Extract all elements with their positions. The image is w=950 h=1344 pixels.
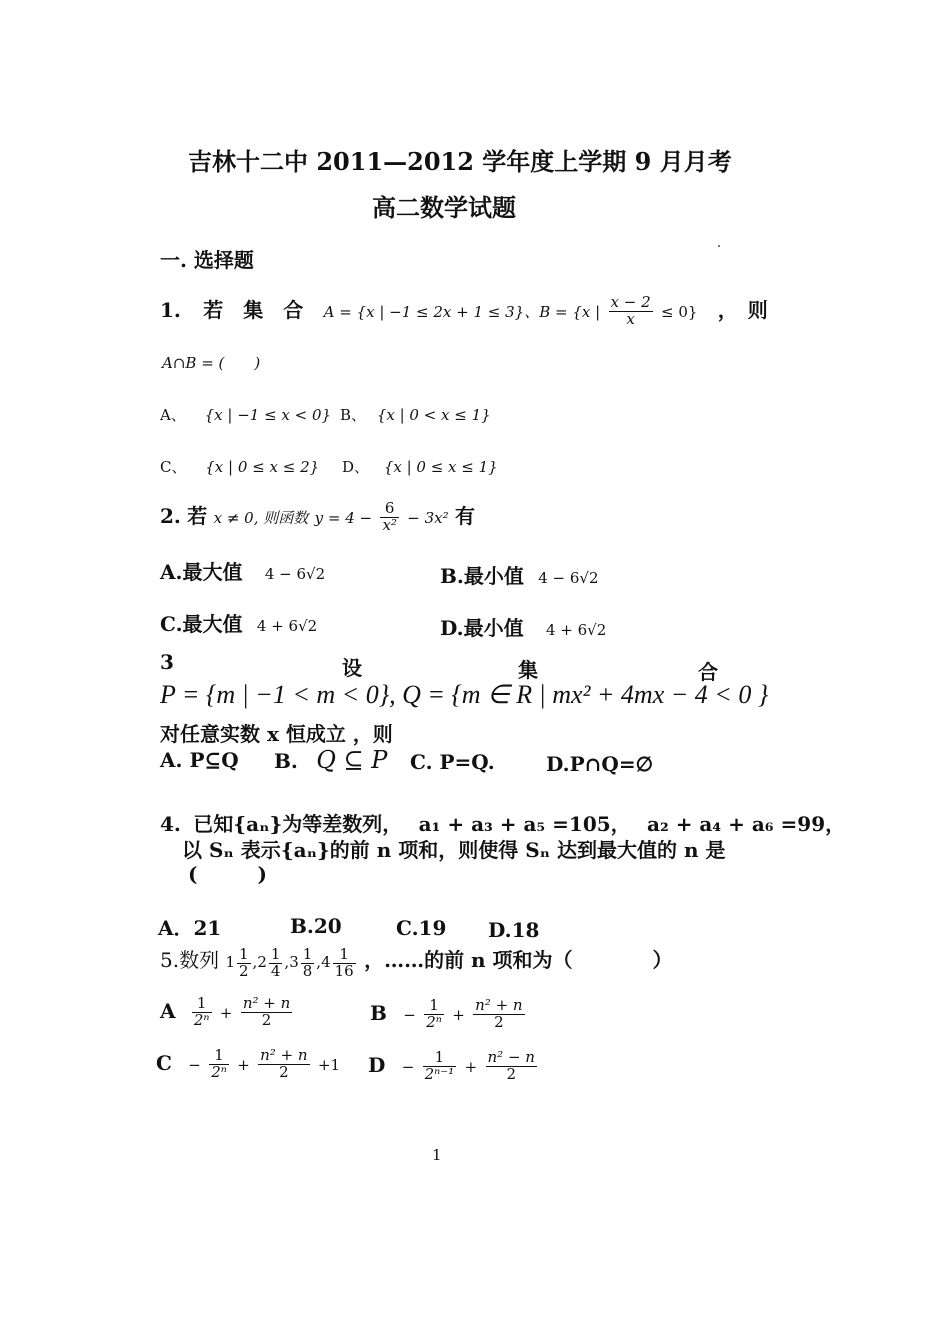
q5-term-1-whole: 1 bbox=[225, 953, 235, 971]
q5-term-2-whole: 2 bbox=[257, 953, 267, 971]
q3-option-b-value: Q ⊆ P bbox=[316, 746, 388, 774]
q2-option-d-value: 4 + 6√2 bbox=[545, 621, 607, 639]
q2-condition: x ≠ 0, 则函数 bbox=[213, 509, 309, 527]
q5-post: ，……的前 n 项和为（ ） bbox=[364, 948, 673, 972]
scan-speck bbox=[718, 245, 720, 247]
q5-option-a-num2: n² + n bbox=[242, 994, 291, 1012]
q4-stem-line1 bbox=[160, 808, 845, 837]
q5-term-1-frac bbox=[237, 944, 251, 980]
q2-option-b-value: 4 − 6√2 bbox=[538, 569, 599, 587]
q3-word-1: 设 bbox=[342, 656, 362, 680]
q5-term-3-den: 8 bbox=[302, 961, 313, 980]
q5-option-a-den2: 2 bbox=[261, 1010, 272, 1029]
q2-stem bbox=[160, 500, 475, 534]
q5-option-b-den2: 2 bbox=[494, 1012, 504, 1031]
q2-number: 2. bbox=[160, 504, 181, 528]
q1-option-d-value: {x | 0 ≤ x ≤ 1} bbox=[383, 458, 498, 476]
q1-suffix: ， 则 bbox=[717, 298, 768, 322]
q5-term-3-frac bbox=[301, 944, 315, 980]
q4-stem-line2: 以 Sₙ 表示{aₙ}的前 n 项和，则使得 Sₙ 达到最大值的 n 是 bbox=[182, 838, 726, 862]
q5-option-c-plus: + bbox=[237, 1055, 250, 1074]
q5-term-2-frac bbox=[269, 944, 283, 980]
q2-frac-num: 6 bbox=[380, 501, 398, 518]
q3-word-3: 合 bbox=[698, 660, 718, 684]
q4-intro: 已知{aₙ}为等差数列， bbox=[193, 812, 403, 836]
q5-stem bbox=[160, 944, 673, 979]
q5-option-b-num1: 1 bbox=[424, 998, 444, 1015]
q2-option-d bbox=[440, 612, 606, 641]
q5-term-1-num: 1 bbox=[239, 944, 249, 963]
q5-option-b-den1: 2ⁿ bbox=[426, 1012, 442, 1031]
q5-option-d-num2: n² − n bbox=[487, 1048, 535, 1066]
q2-option-a-label: A.最大值 bbox=[160, 560, 243, 584]
q5-option-c-frac2 bbox=[258, 1048, 309, 1081]
q2-option-b-label: B.最小值 bbox=[440, 564, 524, 588]
q5-term-1: 1 $\frac{1}{2}$ , bbox=[225, 944, 258, 980]
q5-option-d bbox=[368, 1050, 539, 1083]
q5-option-a-num1: 1 bbox=[192, 996, 212, 1013]
q5-term-4-num: 1 bbox=[333, 947, 356, 964]
q1-frac-num: x − 2 bbox=[610, 293, 651, 312]
q5-term-3-num: 1 bbox=[302, 944, 313, 963]
q5-option-c-den1: 2ⁿ bbox=[211, 1062, 227, 1081]
q5-pre: 数列 bbox=[179, 948, 220, 972]
q3-condition: 对任意实数 x 恒成立 ，则 bbox=[160, 722, 393, 746]
q5-option-a bbox=[160, 996, 294, 1029]
q1-setB-tail: ≤ 0} bbox=[660, 303, 698, 321]
q3-number: 3 bbox=[160, 650, 174, 674]
q5-option-d-den2: 2 bbox=[506, 1064, 516, 1083]
q5-option-a-label: A bbox=[160, 998, 176, 1023]
q5-option-b-frac1 bbox=[424, 998, 444, 1031]
q2-option-c bbox=[160, 608, 317, 637]
q2-text-post: 有 bbox=[455, 504, 476, 528]
q3-formula: P = {m | −1 < m < 0}, Q = {m ∈ R | mx² + 4mx − 4 < 0 } bbox=[160, 680, 769, 709]
q3-word-2: 集 bbox=[518, 658, 538, 682]
q2-option-d-label: D.最小值 bbox=[440, 616, 524, 640]
q4-equation-1: a₁ + a₃ + a₅ =105， bbox=[418, 812, 631, 836]
q1-option-a bbox=[160, 404, 331, 425]
q5-term-4 bbox=[321, 944, 358, 980]
q5-term-2: 2 $\frac{1}{4}$ , bbox=[257, 944, 290, 980]
page-subtitle: 高二数学试题 bbox=[372, 193, 516, 222]
q5-option-d-den1: 2ⁿ⁻¹ bbox=[424, 1064, 455, 1083]
q5-option-d-num1: 1 bbox=[423, 1050, 457, 1067]
q1-setA: A = {x | −1 ≤ 2x + 1 ≤ 3}、B = {x | bbox=[323, 303, 601, 321]
q1-option-a-label: A、 bbox=[160, 406, 186, 424]
q5-number: 5. bbox=[160, 948, 180, 972]
q2-option-a-value: 4 − 6√2 bbox=[264, 565, 326, 583]
q5-option-d-plus: + bbox=[464, 1057, 478, 1076]
q2-option-c-label: C.最大值 bbox=[160, 612, 243, 636]
q5-option-b-plus: + bbox=[452, 1005, 465, 1024]
q1-option-d-label: D、 bbox=[342, 458, 370, 476]
q5-option-a-frac2 bbox=[241, 996, 292, 1029]
q1-option-c-label: C、 bbox=[160, 458, 187, 476]
q2-option-a bbox=[160, 556, 325, 585]
q5-option-c-label: C bbox=[156, 1050, 172, 1075]
q4-answer-paren: ( ) bbox=[188, 862, 267, 886]
q3-option-c: C. P=Q. bbox=[410, 750, 495, 774]
q1-option-c-value: {x | 0 ≤ x ≤ 2} bbox=[205, 458, 320, 476]
q1-option-a-value: {x | −1 ≤ x < 0} bbox=[204, 406, 332, 424]
page-number: 1 bbox=[432, 1146, 442, 1164]
q4-option-d: D.18 bbox=[488, 918, 540, 942]
q5-option-b-sign: − bbox=[403, 1005, 416, 1024]
q2-fraction bbox=[380, 501, 398, 534]
q5-option-c-sign: − bbox=[188, 1055, 201, 1074]
q2-option-b bbox=[440, 560, 599, 589]
q3-option-d: D.P∩Q=∅ bbox=[546, 752, 653, 776]
q1-stem bbox=[160, 294, 768, 328]
q5-option-d-frac2 bbox=[486, 1050, 537, 1083]
q3-option-a: A. P⊆Q bbox=[160, 748, 239, 772]
q5-option-a-frac1 bbox=[192, 996, 212, 1029]
q2-frac-den: x² bbox=[382, 516, 397, 534]
q5-option-d-frac1 bbox=[423, 1050, 457, 1083]
q3-option-b bbox=[274, 746, 387, 774]
q4-option-a: A．21 bbox=[158, 916, 222, 940]
q5-option-c-num1: 1 bbox=[209, 1048, 229, 1065]
q4-option-c: C.19 bbox=[396, 916, 447, 940]
q5-option-c-tail: +1 bbox=[317, 1055, 341, 1074]
q5-option-a-den1: 2ⁿ bbox=[193, 1010, 210, 1029]
q5-option-b-frac2 bbox=[473, 998, 524, 1031]
section-heading: 一. 选择题 bbox=[160, 248, 254, 272]
q2-function-pre: y = 4 − bbox=[314, 509, 373, 527]
q2-text-pre: 若 bbox=[187, 504, 208, 528]
q5-option-b-num2: n² + n bbox=[475, 996, 523, 1014]
q4-number: 4. bbox=[160, 812, 181, 836]
q1-frac-den: x bbox=[626, 310, 635, 328]
q3-option-b-label: B. bbox=[274, 749, 298, 773]
q5-term-3-whole: 3 bbox=[289, 953, 299, 971]
q5-option-c bbox=[156, 1048, 340, 1081]
q1-option-b-value: {x | 0 < x ≤ 1} bbox=[376, 406, 491, 424]
q1-fraction bbox=[609, 295, 653, 328]
q1-option-b bbox=[340, 404, 491, 425]
q5-term-2-den: 4 bbox=[270, 961, 281, 980]
q1-question: A∩B = ( ) bbox=[162, 354, 261, 372]
q5-option-c-num2: n² + n bbox=[260, 1046, 308, 1064]
q4-option-b: B.20 bbox=[290, 914, 342, 938]
q1-option-d bbox=[342, 456, 498, 477]
q5-term-1-den: 2 bbox=[239, 961, 249, 980]
q5-term-4-whole: 4 bbox=[321, 953, 331, 971]
q5-term-4-frac bbox=[333, 944, 356, 980]
q5-option-c-den2: 2 bbox=[279, 1062, 289, 1081]
q5-option-d-sign: − bbox=[401, 1057, 415, 1076]
page-title: 吉林十二中 2011—2012 学年度上学期 9 月月考 bbox=[188, 147, 732, 176]
q5-option-d-label: D bbox=[368, 1052, 386, 1077]
q5-option-b-label: B bbox=[370, 1000, 387, 1025]
q5-option-c-frac1 bbox=[209, 1048, 229, 1081]
q5-term-4-den: 16 bbox=[334, 961, 354, 980]
q5-option-b bbox=[370, 998, 527, 1031]
q1-option-b-label: B、 bbox=[340, 406, 367, 424]
q2-function-post: − 3x² bbox=[407, 509, 449, 527]
q4-equation-2: a₂ + a₄ + a₆ =99， bbox=[647, 812, 846, 836]
q2-option-c-value: 4 + 6√2 bbox=[256, 617, 318, 635]
q5-term-3: 3 $\frac{1}{8}$ , bbox=[289, 944, 322, 980]
q1-prefix: 若 集 合 bbox=[203, 298, 304, 322]
q5-term-2-num: 1 bbox=[270, 944, 281, 963]
q5-option-a-plus: + bbox=[219, 1003, 233, 1022]
q1-number: 1. bbox=[160, 298, 181, 322]
q1-option-c bbox=[160, 456, 319, 477]
